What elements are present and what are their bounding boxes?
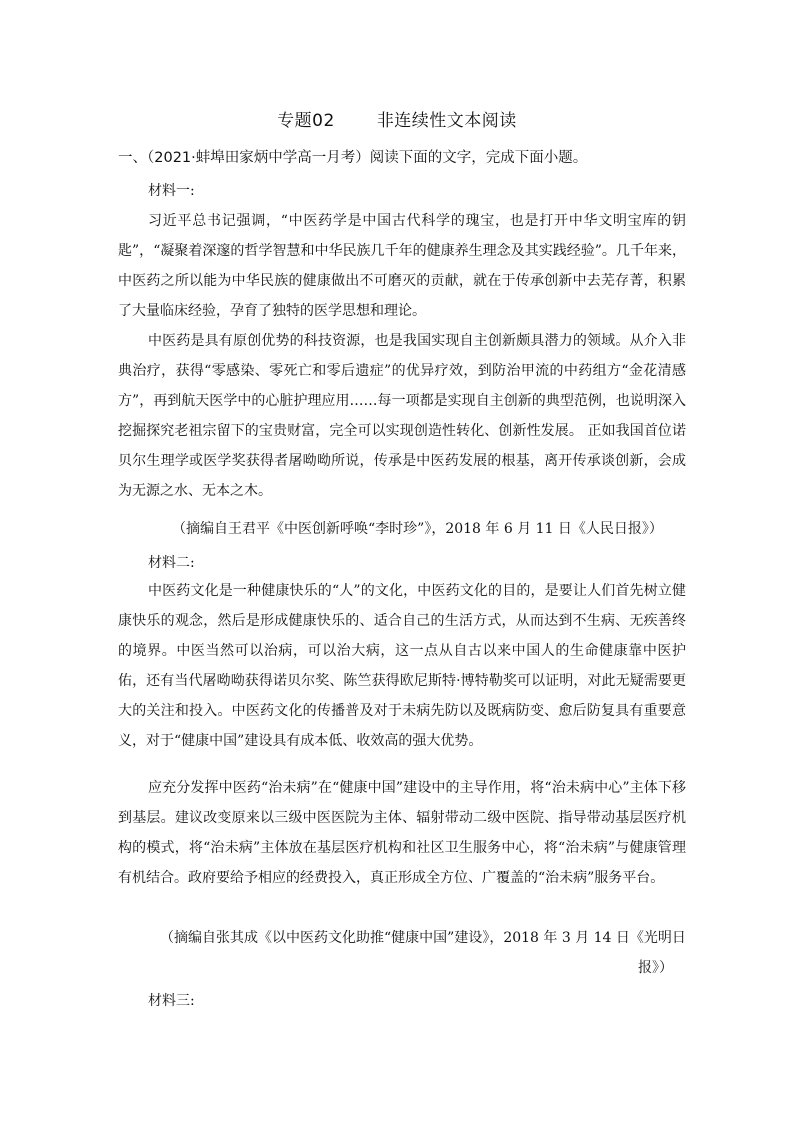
material-1-paragraph-2: 中医药是具有原创优势的科技资源，也是我国实现自主创新颇具潜力的领域。从介入非典治疗，获得“零感染、零死亡和零后遗症”的优异疗效，到防治甲流的中药组方“金花清感方”，再到航天医学中的心脏护理应用……每一项都是实现自主创新的典型范例，也说明深入挖掘探究老祖宗留下的宝贵财富，完全可以实现创造性转化、创新性发展。 正如我国首位诺贝尔生理学或医学奖获得者屠呦呦所说，传承是中医药发展的根基，离开传承谈创新，会成为无源之水、无本之木。 bbox=[118, 333, 686, 499]
material-2-source-end: 报》） bbox=[638, 960, 673, 976]
material-1-label: 材料一: bbox=[148, 183, 195, 199]
material-2-paragraph-2: 应充分发挥中医药“治未病”在“健康中国”建设中的主导作用，将“治未病中心”主体下移到基层。建议改变原来以三级中医医院为主体、辐射带动二级中医院、指导带动基层医疗机构的模式，将“治未病”主体放在基层医疗机构和社区卫生服务中心，将“治未病”与健康管理有机结合。政府要给予相应的经费投入，真正形成全方位、广覆盖的“治未病”服务平台。 bbox=[118, 780, 686, 886]
title-topic: 专题02 bbox=[277, 111, 335, 131]
material-3-label: 材料三: bbox=[148, 993, 195, 1009]
title-subject: 非连续性文本阅读 bbox=[376, 111, 517, 131]
question-intro: 一、（2021·蚌埠田家炳中学高一月考）阅读下面的文字，完成下面小题。 bbox=[118, 150, 588, 166]
material-2-label: 材料二: bbox=[148, 555, 195, 571]
material-1-source: （摘编自王君平《中医创新呼唤“李时珍”》，2018 年 6 月 11 日《人民日报》） bbox=[172, 521, 663, 537]
page-title bbox=[0, 106, 794, 131]
material-2-paragraph-1: 中医药文化是一种健康快乐的“人”的文化，中医药文化的目的，是要让人们首先树立健康快乐的观念，然后是形成健康快乐的、适合自己的生活方式，从而达到不生病、无疾善终的境界。中医当然可以治病，可以治大病，这一点从自古以来中国人的生命健康靠中医护佑，还有当代屠呦呦获得诺贝尔奖、陈竺获得欧尼斯特·博特勒奖可以证明，对此无疑需要更大的关注和投入。中医药文化的传播普及对于未病先防以及既病防变、愈后防复具有重要意义，对于“健康中国”建设具有成本低、收效高的强大优势。 bbox=[118, 583, 686, 749]
material-2-source: （摘编自张其成《以中医药文化助推“健康中国”建设》，2018 年 3 月 14 日《光明日 bbox=[160, 930, 686, 946]
material-1-paragraph-1: 习近平总书记强调，“中医药学是中国古代科学的瑰宝，也是打开中华文明宝库的钥匙”，“凝聚着深邃的哲学智慧和中华民族几千年的健康养生理念及其实践经验”。几千年来，中医药之所以能为中华民族的健康做出不可磨灭的贡献，就在于传承创新中去芜存菁，积累了大量临床经验，孕育了独特的医学思想和理论。 bbox=[118, 213, 686, 319]
